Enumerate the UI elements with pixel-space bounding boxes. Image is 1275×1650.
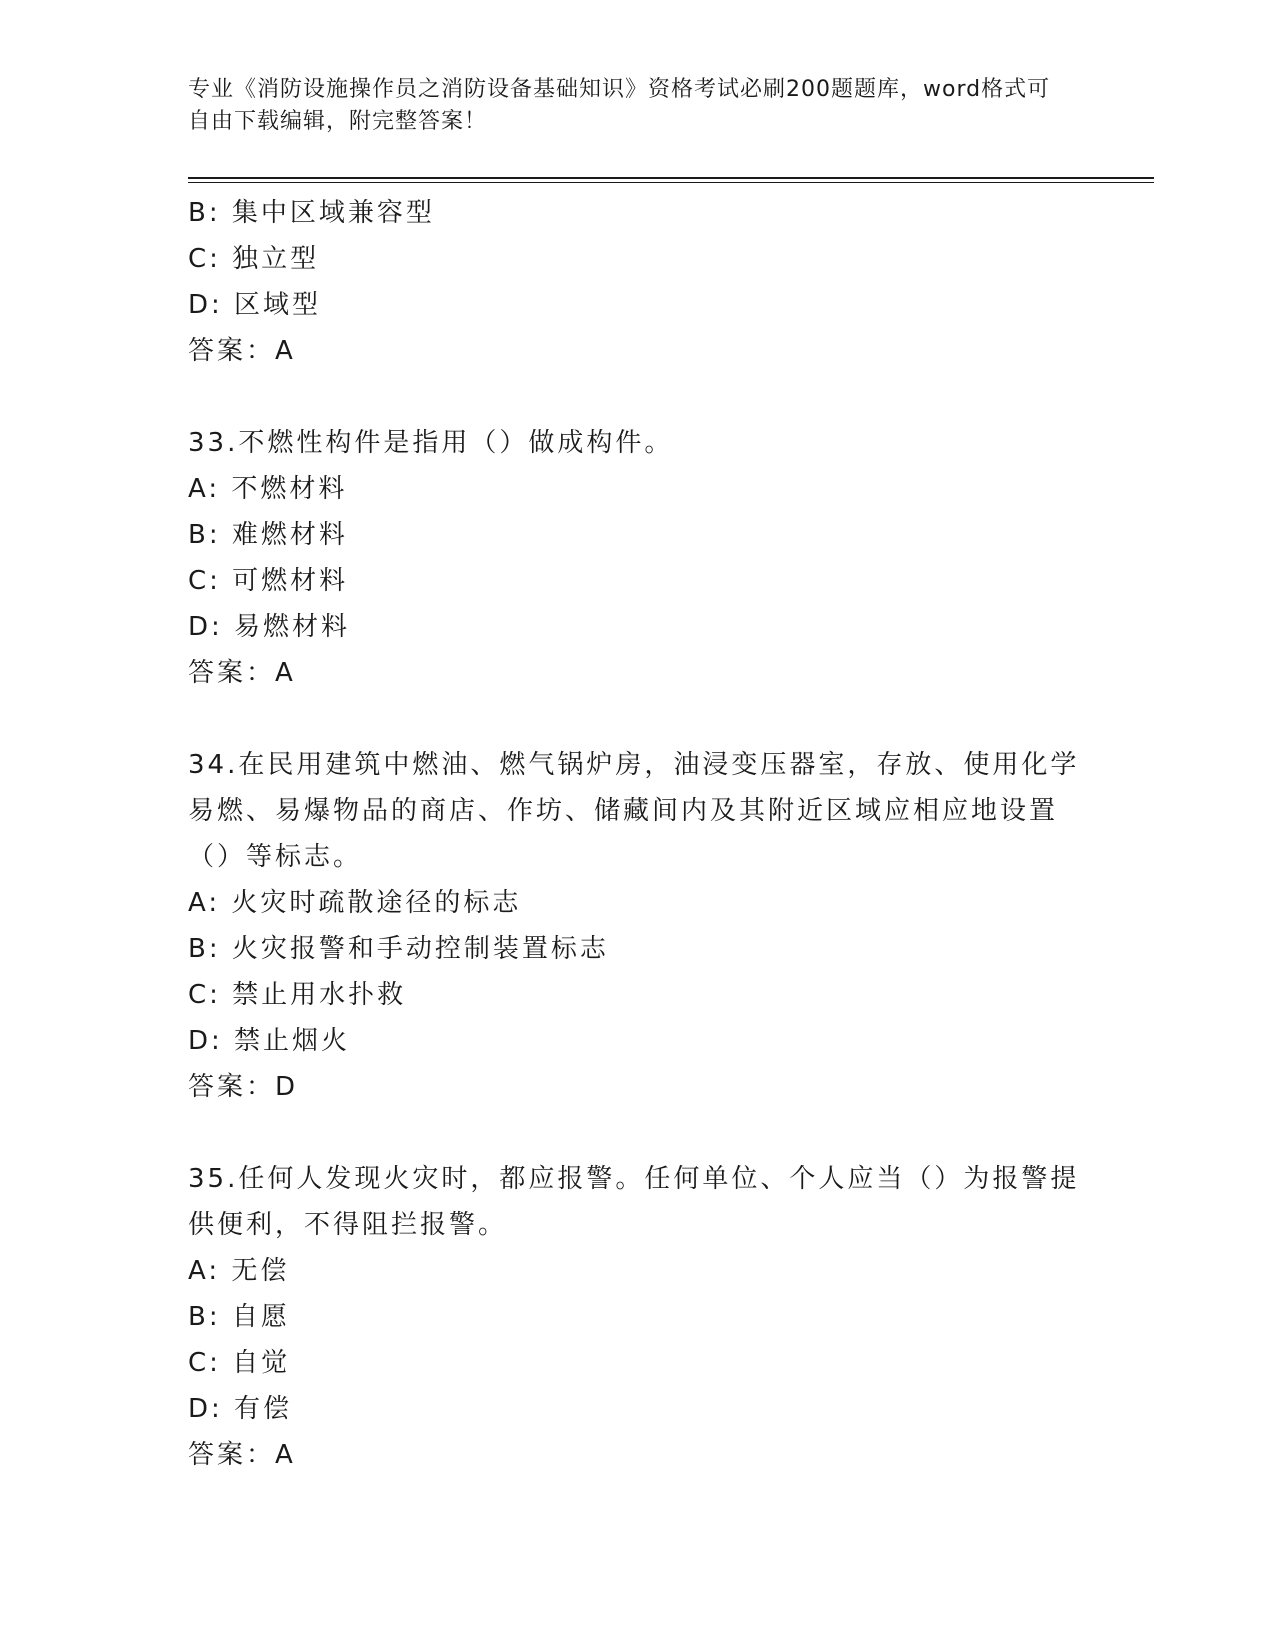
option-b: B: 集中区域兼容型 bbox=[188, 198, 435, 228]
document-header: 专业《消防设施操作员之消防设备基础知识》资格考试必刷200题题库，word格式可自由下载编辑，附完整答案！ bbox=[188, 77, 1051, 134]
option-c: C: 独立型 bbox=[188, 244, 320, 274]
option-d: D: 易燃材料 bbox=[188, 612, 351, 642]
option-a: A: 火灾时疏散途径的标志 bbox=[188, 888, 522, 918]
question-text: 35.任何人发现火灾时，都应报警。任何单位、个人应当（）为报警提供便利，不得阻拦报警。 bbox=[188, 1164, 1080, 1240]
answer: 答案：A bbox=[188, 1440, 296, 1470]
option-c: C: 可燃材料 bbox=[188, 566, 349, 596]
option-c: C: 自觉 bbox=[188, 1348, 291, 1378]
question-text: 33.不燃性构件是指用（）做成构件。 bbox=[188, 428, 674, 458]
question-34 bbox=[188, 742, 1088, 1110]
option-b: B: 自愿 bbox=[188, 1302, 290, 1332]
question-33 bbox=[188, 420, 1088, 696]
question-continued bbox=[188, 190, 1088, 374]
option-d: D: 禁止烟火 bbox=[188, 1026, 351, 1056]
header-rule-thick bbox=[188, 177, 1154, 179]
question-list bbox=[188, 190, 1088, 1478]
option-a: A: 无偿 bbox=[188, 1256, 290, 1286]
option-a: A: 不燃材料 bbox=[188, 474, 348, 504]
option-d: D: 有偿 bbox=[188, 1394, 293, 1424]
option-d: D: 区域型 bbox=[188, 290, 322, 320]
question-35 bbox=[188, 1156, 1088, 1478]
header-rule-thin bbox=[188, 182, 1154, 183]
answer: 答案：A bbox=[188, 658, 296, 688]
answer: 答案：D bbox=[188, 1072, 299, 1102]
option-b: B: 火灾报警和手动控制装置标志 bbox=[188, 934, 609, 964]
question-text: 34.在民用建筑中燃油、燃气锅炉房，油浸变压器室，存放、使用化学易燃、易爆物品的商店、作坊、储藏间内及其附近区域应相应地设置（）等标志。 bbox=[188, 750, 1080, 872]
option-b: B: 难燃材料 bbox=[188, 520, 348, 550]
answer: 答案：A bbox=[188, 336, 296, 366]
option-c: C: 禁止用水扑救 bbox=[188, 980, 407, 1010]
